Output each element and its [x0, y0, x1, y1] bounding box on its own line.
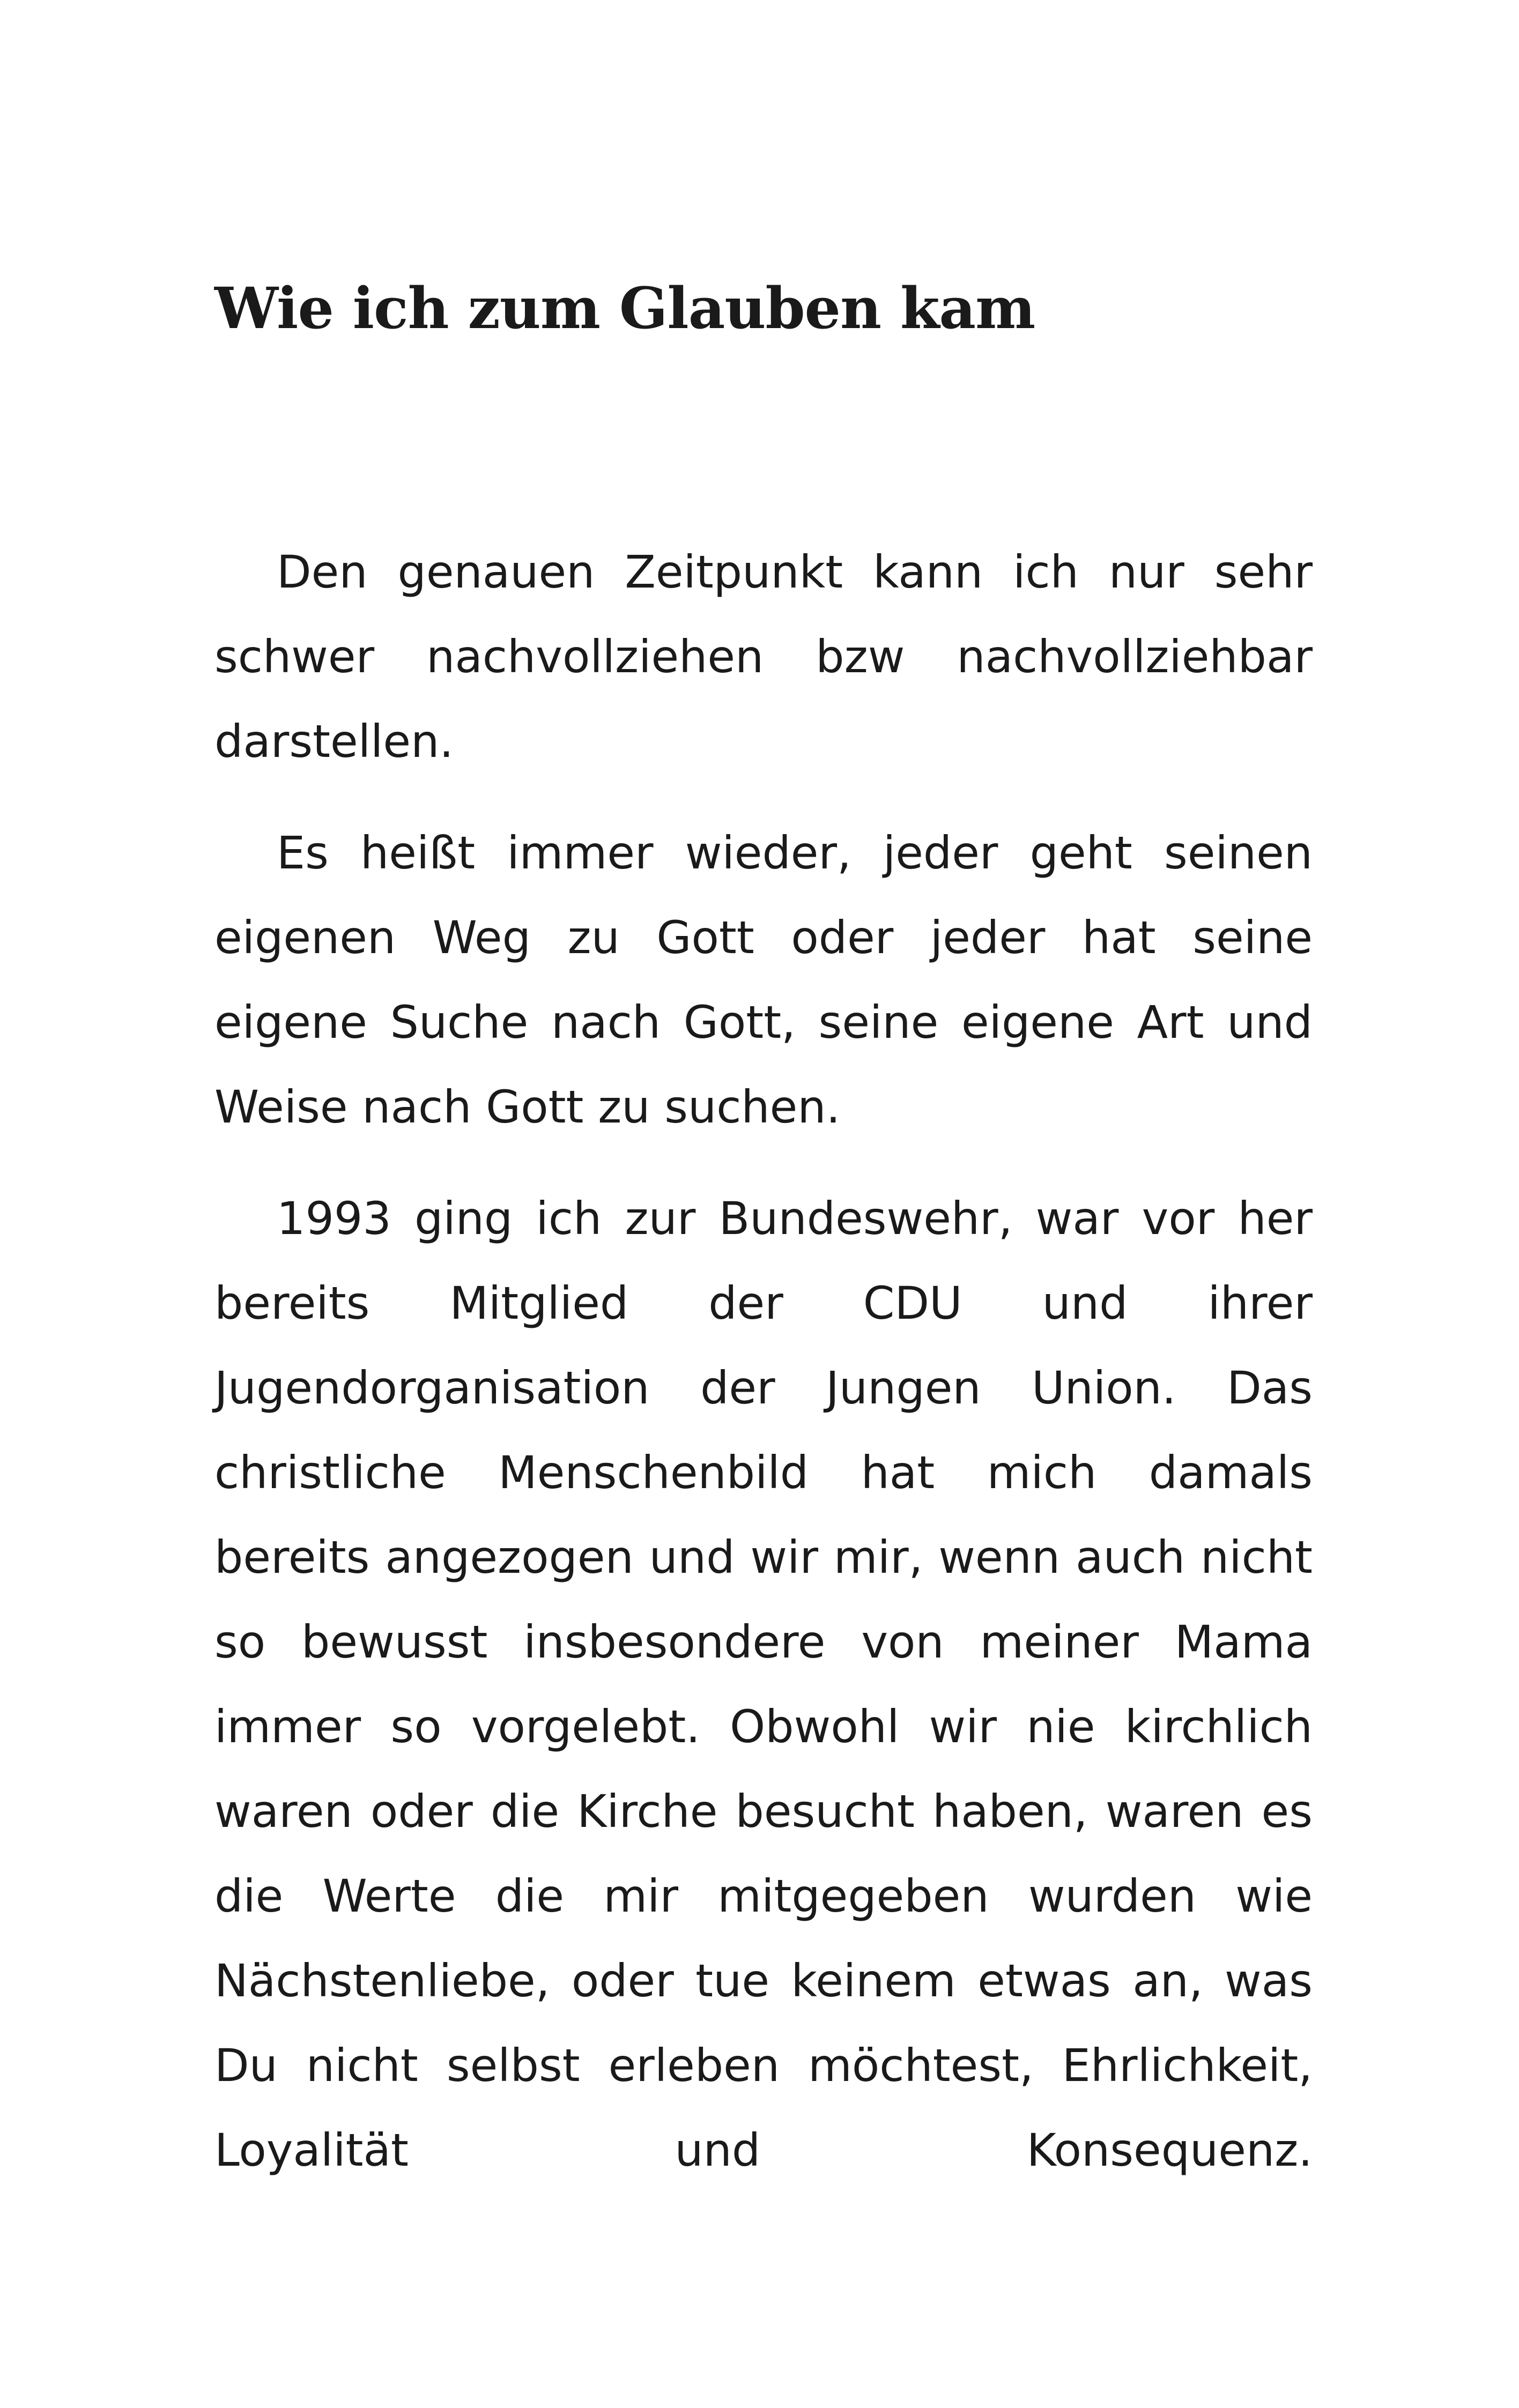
paragraph-2: Es heißt immer wieder, jeder geht seinen eigenen Weg zu Gott oder jeder hat seine eigene Suche nach Gott, seine eigene Art und Weise nach Gott zu suchen. [214, 827, 1313, 1133]
paragraph-1: Den genauen Zeitpunkt kann ich nur sehr schwer nachvollziehen bzw nachvollziehbar darstellen. [214, 546, 1313, 768]
body-text [214, 530, 1313, 2193]
chapter-title: Wie ich zum Glauben kam [214, 274, 1035, 341]
paragraph-3: 1993 ging ich zur Bundeswehr, war vor her bereits Mitglied der CDU und ihrer Jugendorganisation der Jungen Union. Das christliche Menschenbild hat mich damals bereits angezogen und wir mir, wenn auch nicht so bewusst insbesondere von meiner Mama immer so vorgelebt. Obwohl wir nie kirchlich waren oder die Kirche besucht haben, waren es die Werte die mir mitgegeben wurden wie Nächstenliebe, oder tue keinem etwas an, was Du nicht selbst erleben möchtest, Ehrlichkeit, Loyalität und Konsequenz. [214, 1192, 1313, 2176]
